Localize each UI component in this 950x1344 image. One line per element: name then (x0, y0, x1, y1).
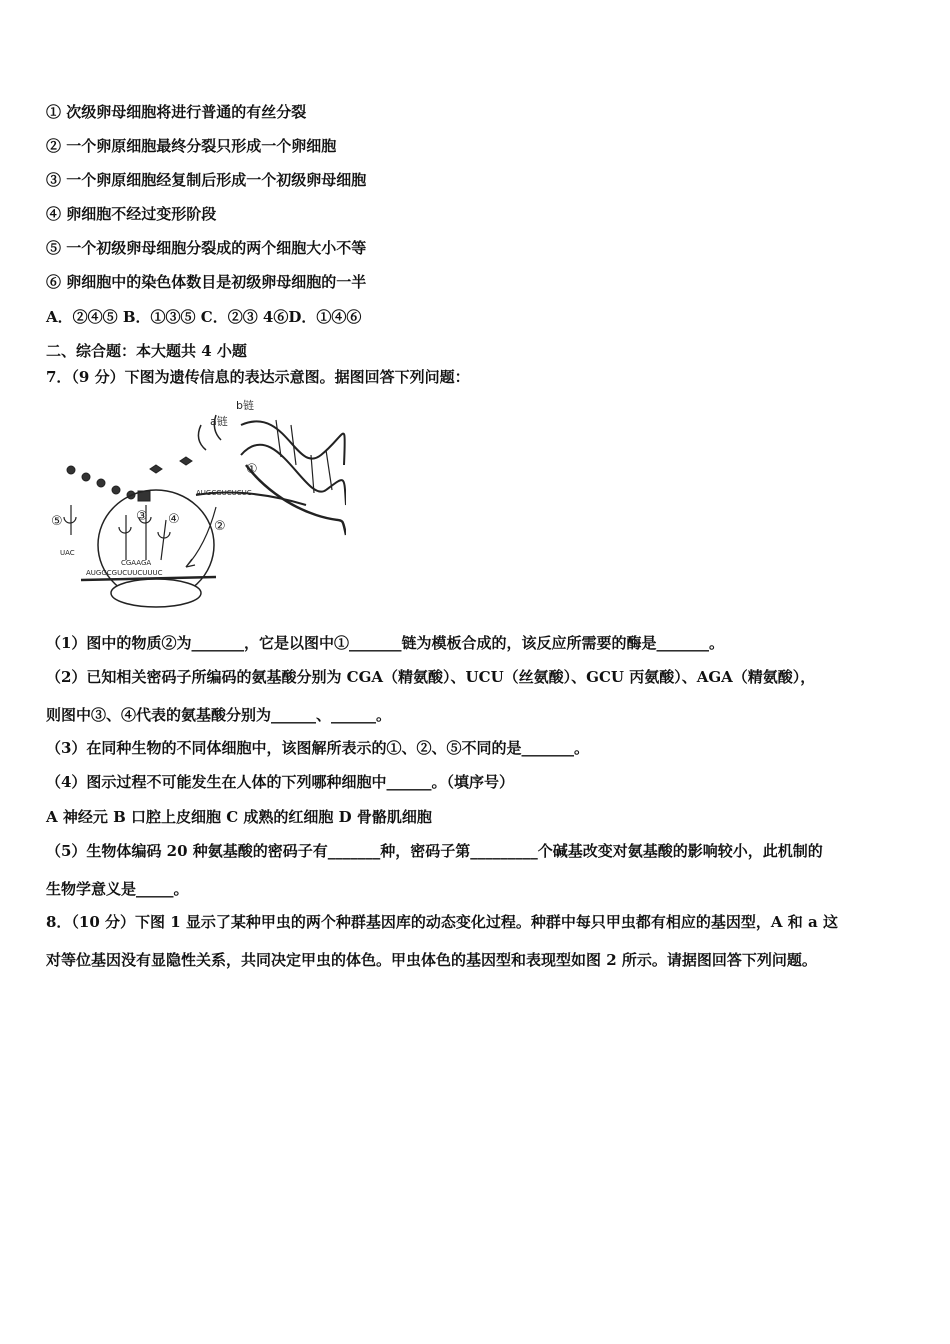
label-5: ⑤ (51, 514, 63, 529)
dna-helix (241, 420, 346, 535)
label-1: ① (246, 462, 258, 477)
mrna-bottom-sequence: AUGGCGUCUUCUUUC (86, 569, 163, 577)
label-3: ③ (136, 509, 148, 524)
q7-sub5-line1: （5）生物体编码 20 种氨基酸的密码子有_______种，密码子第_________个碱基改变对氨基酸的影响较小，此机制的 (46, 842, 823, 860)
mrna-strand-bottom (81, 577, 216, 580)
gene-expression-figure (46, 395, 346, 610)
q7-sub3: （3）在同种生物的不同体细胞中，该图解所表示的①、②、⑤不同的是_______。 (46, 739, 589, 757)
q7-sub2-line2: 则图中③、④代表的氨基酸分别为______、______。 (46, 706, 392, 724)
mrna-top-sequence: AUGCGUCUCUC (196, 489, 252, 497)
anticodon-uac: UAC (60, 549, 75, 557)
ribosome-small (111, 579, 201, 607)
q8-line1: 8．（10 分）下图 1 显示了某种甲虫的两个种群基因库的动态变化过程。种群中每只甲虫都有相应的基因型，A 和 a 这 (46, 913, 838, 931)
q7-sub5-line2: 生物学意义是_____。 (46, 880, 189, 898)
q8-line2: 对等位基因没有显隐性关系，共同决定甲虫的体色。甲虫体色的基因型和表现型如图 2 所示。请据图回答下列问题。 (46, 951, 817, 969)
label-4: ④ (168, 512, 180, 527)
anticodon-pair: CGAAGA (121, 559, 152, 567)
option-line-2: ② 一个卵原细胞最终分裂只形成一个卵细胞 (46, 137, 337, 155)
option-line-4: ④ 卵细胞不经过变形阶段 (46, 205, 217, 223)
label-2: ② (214, 519, 226, 534)
trna-group (64, 505, 170, 560)
section-heading: 二、综合题：本大题共 4 小题 (46, 342, 247, 360)
question6-choices: A．②④⑤ B．①③⑤ C．②③ 4⑥D．①④⑥ (46, 308, 362, 326)
q7-sub2-line1: （2）已知相关密码子所编码的氨基酸分别为 CGA（精氨酸）、UCU（丝氨酸）、GCU 丙氨酸）、AGA（精氨酸）， (46, 668, 816, 686)
polypeptide-chain (67, 457, 192, 501)
q7-stem: 7．（9 分）下图为遗传信息的表达示意图。据图回答下列问题： (46, 368, 470, 386)
q7-sub1: （1）图中的物质②为_______，它是以图中①_______链为模板合成的，该反应所需要的酶是_______。 (46, 634, 724, 652)
q7-sub4-options: A 神经元 B 口腔上皮细胞 C 成熟的红细胞 D 骨骼肌细胞 (46, 808, 432, 826)
option-line-1: ① 次级卵母细胞将进行普通的有丝分裂 (46, 103, 307, 121)
option-line-3: ③ 一个卵原细胞经复制后形成一个初级卵母细胞 (46, 171, 367, 189)
transport-arrow (186, 507, 216, 567)
q7-sub4: （4）图示过程不可能发生在人体的下列哪种细胞中______。（填序号） (46, 773, 514, 791)
b-chain-label: b链 (236, 399, 254, 412)
option-line-5: ⑤ 一个初级卵母细胞分裂成的两个细胞大小不等 (46, 239, 367, 257)
a-chain-label: a链 (210, 415, 228, 428)
option-line-6: ⑥ 卵细胞中的染色体数目是初级卵母细胞的一半 (46, 273, 367, 291)
